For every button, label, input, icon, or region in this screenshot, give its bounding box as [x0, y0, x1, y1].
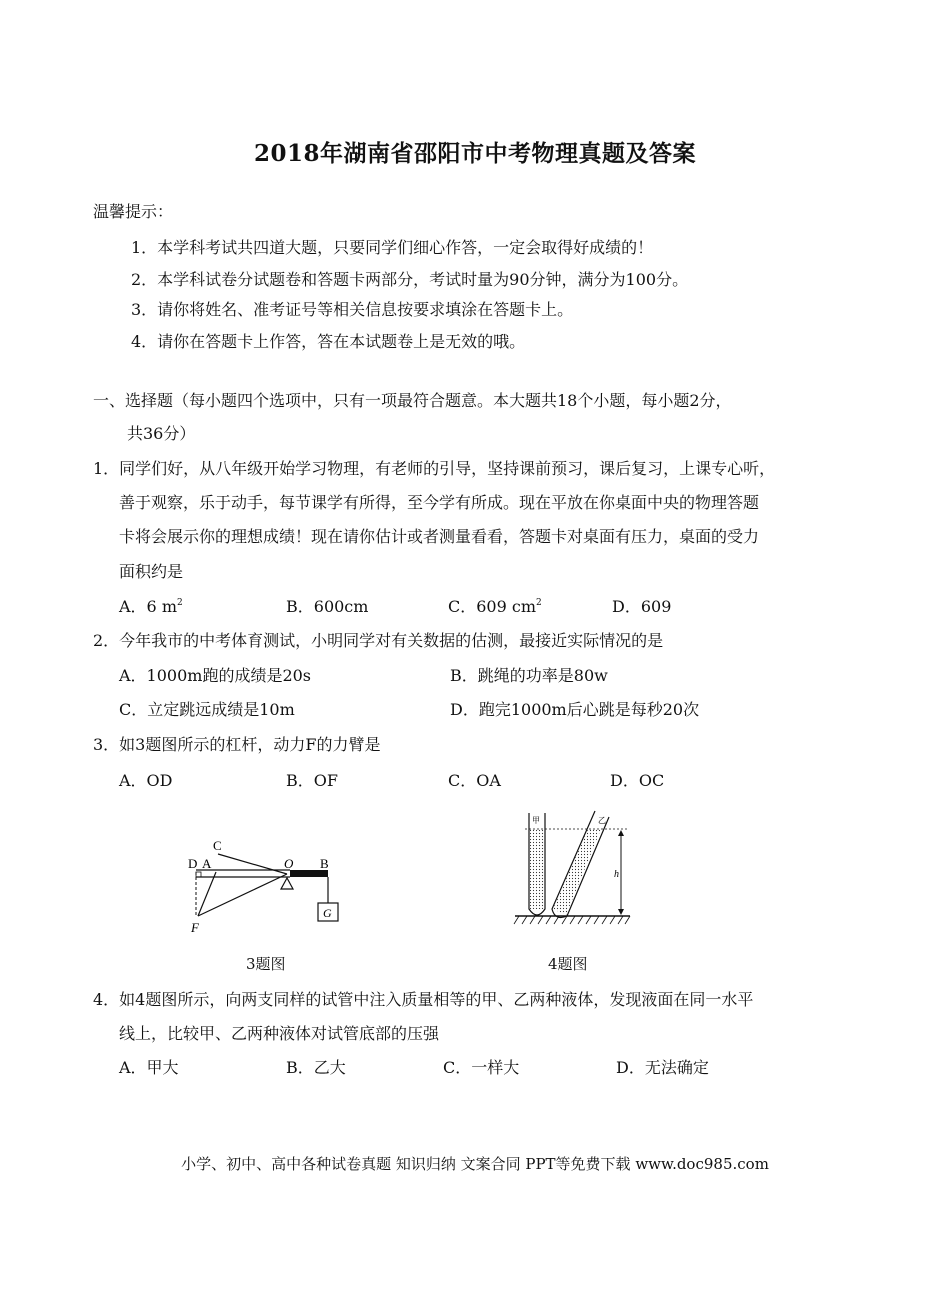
fig4-caption: 4题图: [548, 955, 588, 973]
label-o: O: [284, 856, 294, 871]
label-g: G: [323, 906, 332, 920]
liquid-jia: [530, 829, 544, 909]
q4-option-a: A．甲大: [119, 1058, 179, 1077]
section-heading-cont: 共36分）: [127, 424, 196, 443]
q2-option-c: C．立定跳远成绩是10m: [119, 700, 295, 719]
q4-option-b: B．乙大: [286, 1058, 346, 1077]
label-d: D: [188, 856, 198, 871]
section-heading: 一、选择题（每小题四个选项中，只有一项最符合题意。本大题共18个小题，每小题2分，: [93, 391, 732, 410]
notice-item: 1．本学科考试共四道大题，只要同学们细心作答，一定会取得好成绩的！: [131, 238, 654, 257]
label-h: h: [614, 869, 619, 880]
q1-option-a: A．6 $m^2$: [119, 597, 183, 616]
height-arrow-bottom: [618, 909, 624, 915]
q1-stem-line: 面积约是: [119, 562, 184, 581]
q1-stem-line: 1．同学们好，从八年级开始学习物理，有老师的引导，坚持课前预习，课后复习，上课专心听，: [93, 459, 776, 478]
fig3-caption: 3题图: [246, 955, 286, 973]
line-f-o: [198, 874, 287, 916]
q2-option-d: D．跑完1000m后心跳是每秒20次: [450, 700, 700, 719]
q3-stem: 3．如3题图所示的杠杆，动力F的力臂是: [93, 735, 381, 754]
notice-heading: 温馨提示：: [93, 202, 174, 221]
line-c-o: [218, 854, 287, 874]
q1-stem-line: 卡将会展示你的理想成绩！现在请你估计或者测量看看，答题卡对桌面有压力，桌面的受力: [119, 527, 760, 546]
q2-stem: 2．今年我市的中考体育测试，小明同学对有关数据的估测，最接近实际情况的是: [93, 631, 664, 650]
q4-option-c: C．一样大: [443, 1058, 520, 1077]
ground-hatch: [514, 916, 630, 924]
label-a: A: [202, 856, 212, 871]
q3-option-a: A．OD: [119, 771, 173, 790]
label-yi: 乙: [598, 816, 606, 825]
pivot-triangle: [281, 878, 293, 889]
q2-option-b: B．跳绳的功率是80w: [450, 666, 608, 685]
q4-stem-line: 线上，比较甲、乙两种液体对试管底部的压强: [119, 1024, 440, 1043]
lever-diagram: [180, 832, 350, 937]
q3-option-d: D．OC: [610, 771, 665, 790]
page-footer: 小学、初中、高中各种试卷真题 知识归纳 文案合同 PPT等免费下载 www.doc985.com: [181, 1155, 769, 1173]
q1-option-b: B．600cm: [286, 597, 369, 616]
q2-option-a: A．1000m跑的成绩是20s: [119, 666, 312, 685]
height-arrow-top: [618, 830, 624, 836]
liquid-yi: [553, 829, 601, 915]
label-c: C: [213, 838, 222, 853]
q3-option-c: C．OA: [448, 771, 501, 790]
notice-item: 3．请你将姓名、准考证号等相关信息按要求填涂在答题卡上。: [131, 300, 574, 319]
label-b: B: [320, 856, 329, 871]
q1-option-d: D．609: [612, 597, 672, 616]
test-tubes-diagram: [505, 805, 640, 933]
notice-item: 4．请你在答题卡上作答，答在本试题卷上是无效的哦。: [131, 332, 526, 351]
q3-option-b: B．OF: [286, 771, 338, 790]
right-angle-mark-d: [196, 872, 201, 877]
lever-bar-dark: [290, 870, 328, 877]
q4-stem-line: 4．如4题图所示，向两支同样的试管中注入质量相等的甲、乙两种液体，发现液面在同一水平: [93, 990, 754, 1009]
q4-option-d: D．无法确定: [616, 1058, 709, 1077]
label-f: F: [191, 920, 199, 935]
page-title: 2018年湖南省邵阳市中考物理真题及答案: [253, 140, 696, 167]
notice-item: 2．本学科试卷分试题卷和答题卡两部分，考试时量为90分钟，满分为100分。: [131, 270, 689, 289]
label-jia: 甲: [532, 816, 540, 825]
q1-option-c: C．609 $cm^2$: [448, 597, 542, 616]
q1-stem-line: 善于观察，乐于动手，每节课学有所得，至今学有所成。现在平放在你桌面中央的物理答题: [119, 493, 760, 512]
